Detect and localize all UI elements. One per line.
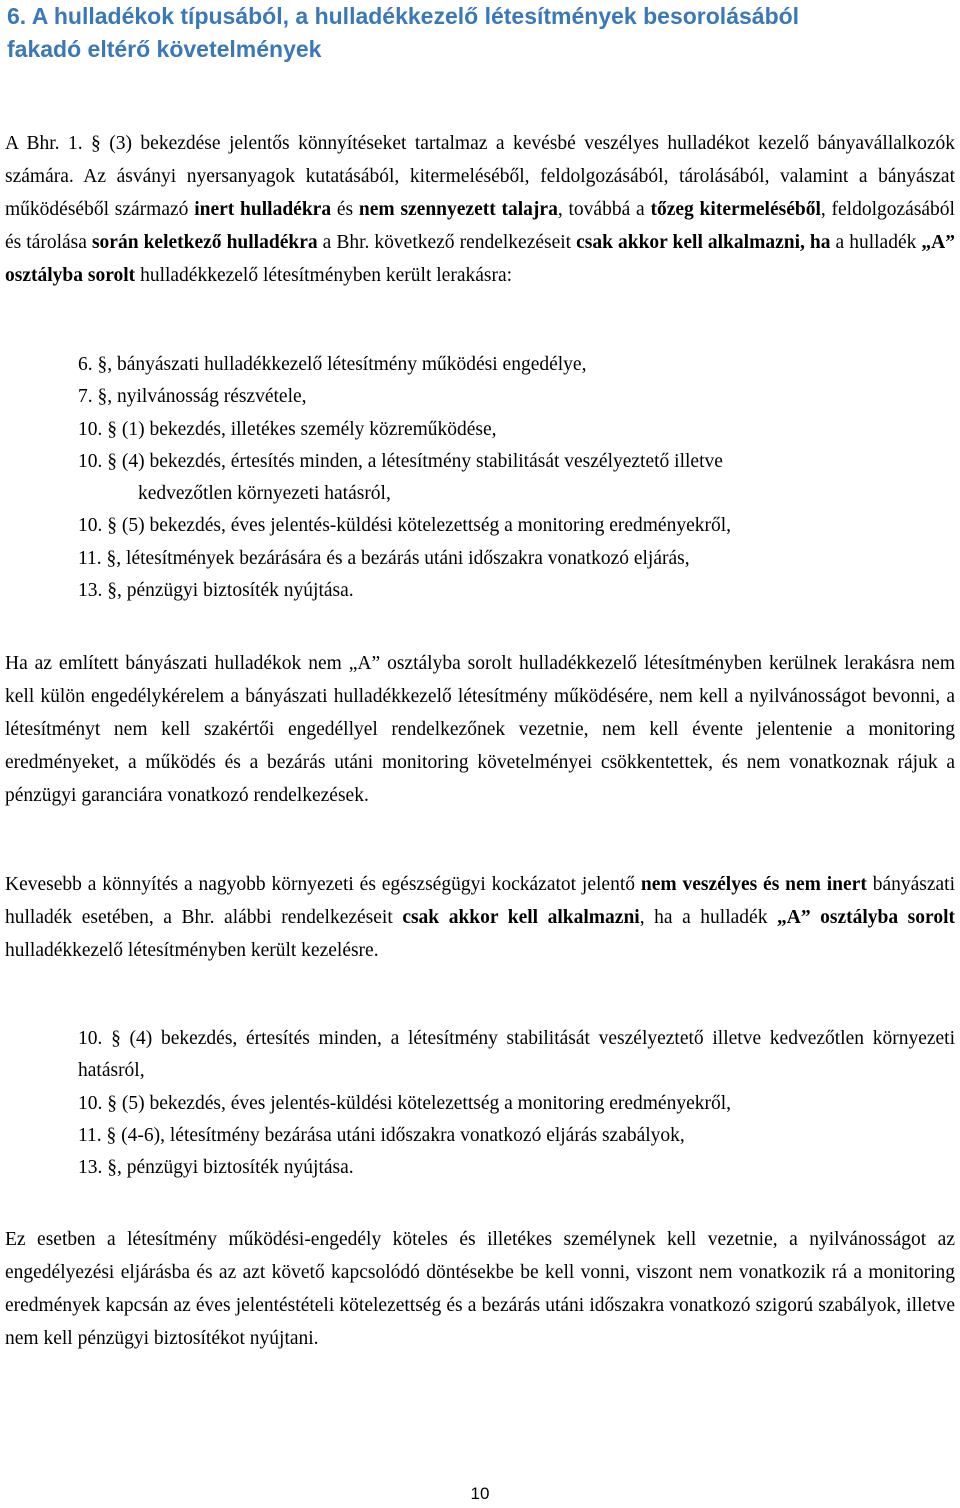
paragraph-non-inert bbox=[5, 868, 955, 967]
paragraph-conclusion: Ez esetben a létesítmény működési-engedély köteles és illetékes személynek kell vezetnie, a nyilvánosságot az engedélyezési eljárásba és az azt követő kapcsolódó döntésekbe be kell vonni, viszont nem vonatkozik rá a monitoring eredmények kapcsán az éves jelentéstételi kötelezettség és a bezárás utáni időszakra vonatkozó szigorú szabályok, illetve nem kell pénzügyi biztosítékot nyújtani. bbox=[5, 1229, 955, 1349]
list-item: 10. § (1) bekezdés, illetékes személy közreműködése, bbox=[78, 418, 497, 440]
list-item: 10. § (5) bekezdés, éves jelentés-küldési kötelezettség a monitoring eredményekről, bbox=[78, 1092, 732, 1114]
p3-bold-condition: csak akkor kell alkalmazni bbox=[402, 907, 640, 928]
p1-text-2: és bbox=[331, 199, 359, 220]
section-heading bbox=[7, 0, 952, 66]
p1-text-3: , továbbá a bbox=[557, 199, 651, 220]
list-item: 10. § (4) bekezdés, értesítés minden, a létesítmény stabilitását veszélyeztető illetve bbox=[78, 450, 723, 472]
p1-bold-peat: tőzeg kitermeléséből bbox=[650, 199, 821, 220]
list-item: 13. §, pénzügyi biztosíték nyújtása. bbox=[78, 580, 354, 602]
list-item: 11. §, létesítmények bezárására és a bezárás utáni időszakra vonatkozó eljárás, bbox=[78, 547, 690, 569]
p1-bold-class-a: „A” osztályba sorolt bbox=[5, 232, 955, 286]
p1-bold-soil: nem szennyezett talajra bbox=[358, 199, 558, 220]
page-number: 10 bbox=[470, 1484, 490, 1503]
paragraph-intro bbox=[5, 127, 955, 292]
list-item: 13. §, pénzügyi biztosíték nyújtása. bbox=[78, 1157, 354, 1179]
p1-text-4: , feldolgozásából és tárolása bbox=[5, 199, 955, 253]
heading-line-2: fakadó eltérő követelmények bbox=[7, 36, 322, 62]
p1-text-6: a hulladék bbox=[830, 232, 922, 253]
heading-line-1: 6. A hulladékok típusából, a hulladékkezelő létesítmények besorolásából bbox=[7, 3, 800, 29]
list-item-continuation bbox=[78, 478, 955, 510]
p1-bold-condition: csak akkor kell alkalmazni, ha bbox=[576, 232, 831, 253]
p3-text-4: hulladékkezelő létesítményben került kezelésre. bbox=[5, 940, 379, 961]
list-item: 10. § (5) bekezdés, éves jelentés-küldési kötelezettség a monitoring eredményekről, bbox=[78, 515, 732, 537]
provision-list-2 bbox=[78, 1023, 955, 1184]
p1-bold-waste: során keletkező hulladékra bbox=[91, 232, 318, 253]
list-item: 6. §, bányászati hulladékkezelő létesítmény működési engedélye, bbox=[78, 354, 587, 375]
provision-list-1 bbox=[78, 349, 955, 607]
list-item: 7. §, nyilvánosság részvétele, bbox=[78, 386, 307, 408]
list-item-continuation-text: kedvezőtlen környezeti hatásról, bbox=[138, 483, 391, 505]
p3-bold-class-a: „A” osztályba sorolt bbox=[777, 907, 955, 928]
p3-text-2: bányászati hulladék esetében, a Bhr. alábbi rendelkezéseit bbox=[5, 874, 956, 928]
p1-text-5: a Bhr. következő rendelkezéseit bbox=[317, 232, 577, 253]
paragraph-non-class-a: Ha az említett bányászati hulladékok nem „A” osztályba sorolt hulladékkezelő létesítményben kerülnek lerakásra nem kell külön engedélykérelem a bányászati hulladékkezelő létesítmény működésére, nem kell a nyilvánosságot bevonni, a létesítményt nem kell szakértői engedéllyel rendelkezőnek vezetnie, nem kell évente jelentenie a monitoring eredményeket, a működés és a bezárás utáni monitoring követelményei csökkentettek, és nem vonatkoznak rájuk a pénzügyi garanciára vonatkozó rendelkezések. bbox=[5, 653, 955, 806]
p3-text-3: , ha a hulladék bbox=[639, 907, 777, 928]
p1-text-1: A Bhr. 1. § (3) bekezdése jelentős könnyítéseket tartalmaz a kevésbé veszélyes hulladékot kezelő bányavállalkozók számára. Az ásványi nyersanyagok kutatásából, kitermeléséből, feldolgozásából, tárolásából, valamint a bányászat működéséből származó bbox=[5, 133, 955, 220]
p3-bold-non-hazardous: nem veszélyes és nem inert bbox=[640, 874, 867, 895]
list-item: 11. § (4-6), létesítmény bezárása utáni időszakra vonatkozó eljárás szabályok, bbox=[78, 1124, 685, 1146]
list-item: 10. § (4) bekezdés, értesítés minden, a létesítmény stabilitását veszélyeztető illetve kedvezőtlen környezeti hatásról, bbox=[78, 1028, 955, 1082]
p3-text-1: Kevesebb a könnyítés a nagyobb környezeti és egészségügyi kockázatot jelentő bbox=[5, 874, 641, 895]
p1-bold-inert: inert hulladékra bbox=[194, 199, 332, 220]
p1-text-7: hulladékkezelő létesítményben került lerakásra: bbox=[135, 265, 513, 286]
